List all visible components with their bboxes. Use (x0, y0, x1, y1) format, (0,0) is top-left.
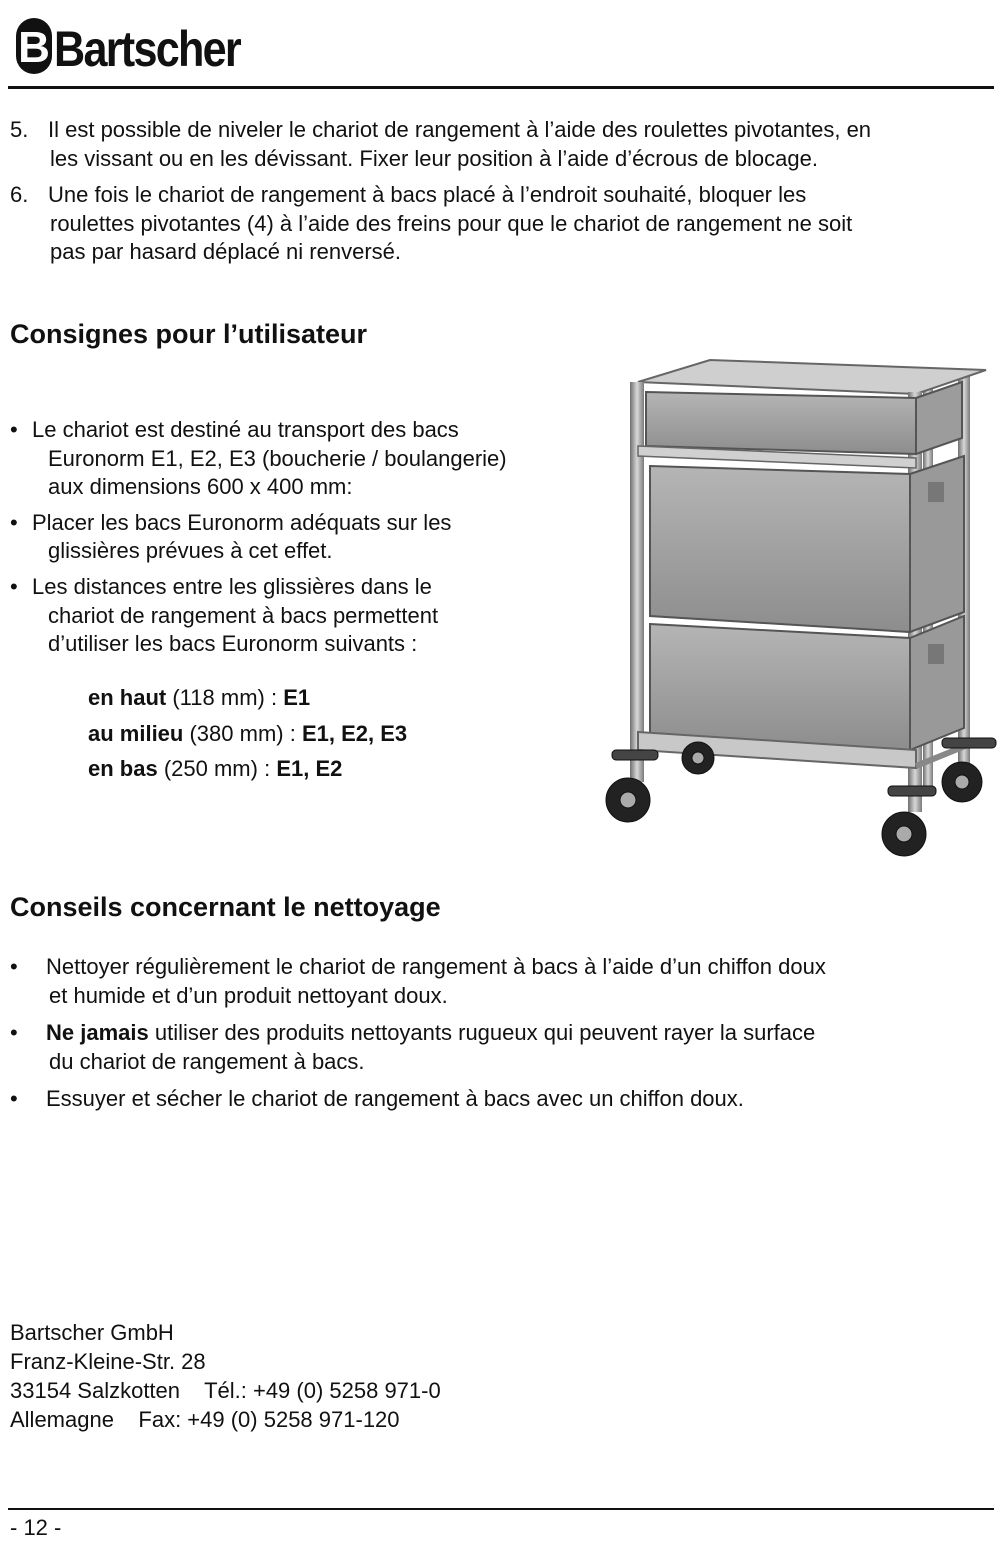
step-number: 6. (10, 182, 29, 208)
list-item: • Le chariot est destiné au transport des bacs Euronorm E1, E2, E3 (boucherie / boulangerie) aux dimensions 600 x 400 mm: (10, 416, 590, 502)
bullet-icon: • (10, 1020, 18, 1046)
city-phone: 33154 Salzkotten Tél.: +49 (0) 5258 971-0 (10, 1378, 441, 1404)
list-item: • Nettoyer régulièrement le chariot de rangement à bacs à l’aide d’un chiffon doux et humide et d’un produit nettoyant doux. (10, 953, 990, 1010)
distance-middle: au milieu (380 mm) : E1, E2, E3 (88, 720, 408, 746)
logo-wordmark: Bartscher (54, 21, 242, 77)
bullet-icon: • (10, 573, 18, 599)
country-fax: Allemagne Fax: +49 (0) 5258 971-120 (10, 1407, 400, 1433)
company-address (10, 1318, 441, 1434)
step-5 (10, 116, 990, 173)
step-text: Une fois le chariot de rangement à bacs placé à l’endroit souhaité, bloquer les roulettes pivotantes (4) à l’aide des freins pour que le chariot de rangement ne soit pas par hasard déplacé ni renversé. (48, 182, 853, 265)
cart-illustration (598, 354, 1000, 866)
user-section-title: Consignes pour l’utilisateur (10, 319, 368, 349)
list-item: • Ne jamais utiliser des produits nettoyants rugueux qui peuvent rayer la surface du chariot de rangement à bacs. (10, 1019, 990, 1076)
step-6 (10, 181, 990, 267)
list-item: • Essuyer et sécher le chariot de rangement à bacs avec un chiffon doux. (10, 1085, 990, 1114)
step-number: 5. (10, 117, 29, 142)
bullet-icon: • (10, 1086, 18, 1112)
page-number: - 12 - (10, 1515, 62, 1540)
list-item: • Les distances entre les glissières dans le chariot de rangement à bacs permettent d’utiliser les bacs Euronorm suivants : (10, 573, 590, 659)
slide-distances (88, 684, 407, 791)
header-rule (8, 86, 994, 89)
company-name: Bartscher GmbH (10, 1320, 174, 1345)
emphasis: Ne jamais (46, 1020, 149, 1046)
step-text: Il est possible de niveler le chariot de rangement à l’aide des roulettes pivotantes, en les vissant ou en les dévissant. Fixer leur position à l’aide d’écrous de blocage. (48, 117, 872, 171)
distance-bottom: en bas (250 mm) : E1, E2 (88, 756, 343, 782)
list-item: • Placer les bacs Euronorm adéquats sur les glissières prévues à cet effet. (10, 509, 590, 566)
bullet-icon: • (10, 954, 18, 979)
user-instructions-list (10, 416, 590, 666)
cleaning-instructions-list (10, 953, 990, 1123)
bartscher-logo (14, 8, 244, 78)
cleaning-section-title: Conseils concernant le nettoyage (10, 892, 441, 922)
bullet-icon: • (10, 417, 18, 442)
street: Franz-Kleine-Str. 28 (10, 1349, 206, 1375)
distance-top: en haut (118 mm) : E1 (88, 685, 311, 710)
svg-text:B: B (18, 23, 50, 72)
bullet-icon: • (10, 509, 18, 535)
footer-rule (8, 1508, 994, 1510)
installation-steps (10, 116, 990, 275)
